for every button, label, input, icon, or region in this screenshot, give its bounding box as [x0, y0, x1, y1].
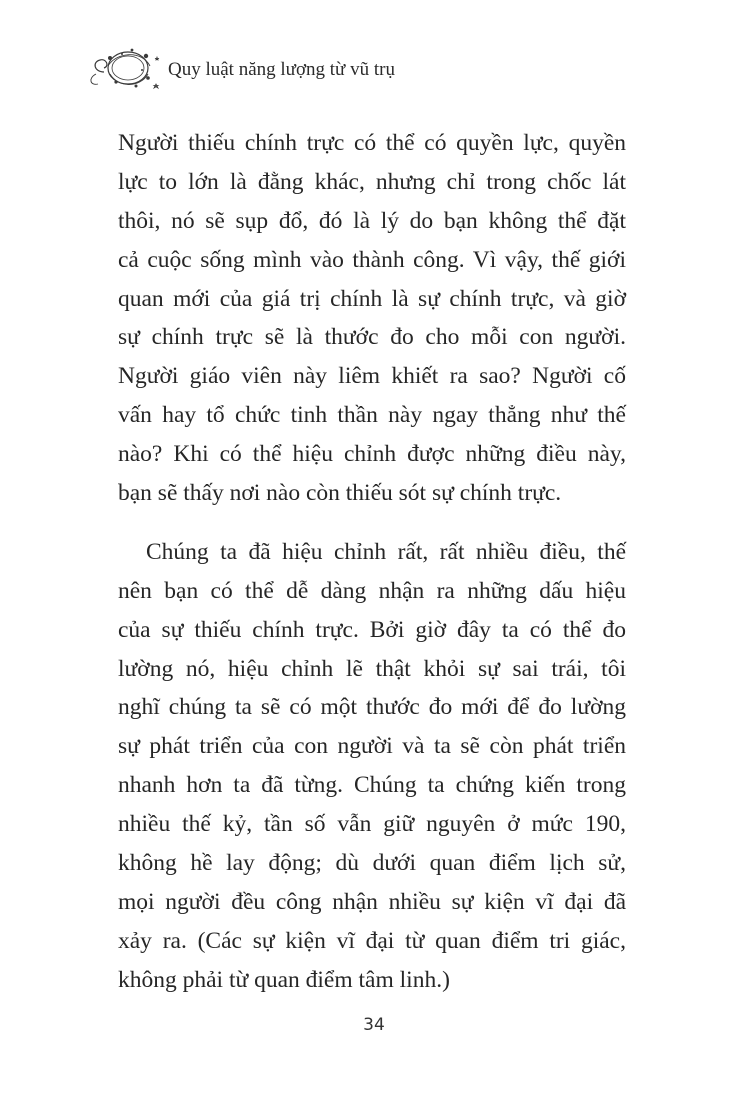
text-line: không hề lay động; dù dưới quan điểm lịch sử,	[118, 850, 626, 877]
text-line: sự phát triển của con người và ta sẽ còn phát triển	[118, 733, 626, 760]
text-line: nghĩ chúng ta sẽ có một thước đo mới để đo lường	[118, 694, 626, 721]
text-line: sự chính trực sẽ là thước đo cho mỗi con người.	[118, 324, 626, 351]
paragraph-gap	[118, 513, 626, 533]
page-number: 34	[363, 1015, 385, 1035]
text-line: thôi, nó sẽ sụp đổ, đó là lý do bạn không thể đặt	[118, 207, 626, 234]
text-line: Người giáo viên này liêm khiết ra sao? Người cố	[118, 363, 626, 390]
text-line: mọi người đều công nhận nhiều sự kiện vĩ đại đã	[118, 888, 626, 915]
text-line: nhiều thế kỷ, tần số vẫn giữ nguyên ở mức 190,	[118, 811, 626, 838]
text-line: cả cuộc sống mình vào thành công. Vì vậy, thế giới	[118, 246, 626, 273]
running-header	[86, 44, 395, 94]
text-line: lực to lớn là đằng khác, nhưng chỉ trong chốc lát	[118, 168, 626, 195]
celestial-ring-ornament-icon	[86, 44, 166, 94]
text-line: lường nó, hiệu chỉnh lẽ thật khỏi sự sai trái, tôi	[118, 655, 626, 682]
text-line: nhanh hơn ta đã từng. Chúng ta chứng kiến trong	[118, 772, 626, 799]
running-header-title: Quy luật năng lượng từ vũ trụ	[168, 59, 395, 80]
text-line: nào? Khi có thể hiệu chỉnh được những điều này,	[118, 441, 626, 468]
body-text	[118, 124, 626, 1000]
text-line: không phải từ quan điểm tâm linh.)	[118, 966, 450, 993]
paragraph	[118, 124, 626, 513]
text-line: Người thiếu chính trực có thể có quyền lực, quyền	[118, 130, 626, 156]
text-line: Chúng ta đã hiệu chỉnh rất, rất nhiều điều, thế	[146, 538, 626, 565]
text-line: nên bạn có thể dễ dàng nhận ra những dấu hiệu	[118, 577, 626, 604]
text-line: bạn sẽ thấy nơi nào còn thiếu sót sự chính trực.	[118, 480, 562, 507]
text-line: quan mới của giá trị chính là sự chính trực, và giờ	[118, 285, 626, 312]
text-line: vấn hay tổ chức tinh thần này ngay thẳng như thế	[118, 402, 626, 429]
paragraph	[118, 533, 626, 1000]
text-line: xảy ra. (Các sự kiện vĩ đại từ quan điểm tri giác,	[118, 927, 626, 954]
text-line: của sự thiếu chính trực. Bởi giờ đây ta có thể đo	[118, 616, 626, 643]
